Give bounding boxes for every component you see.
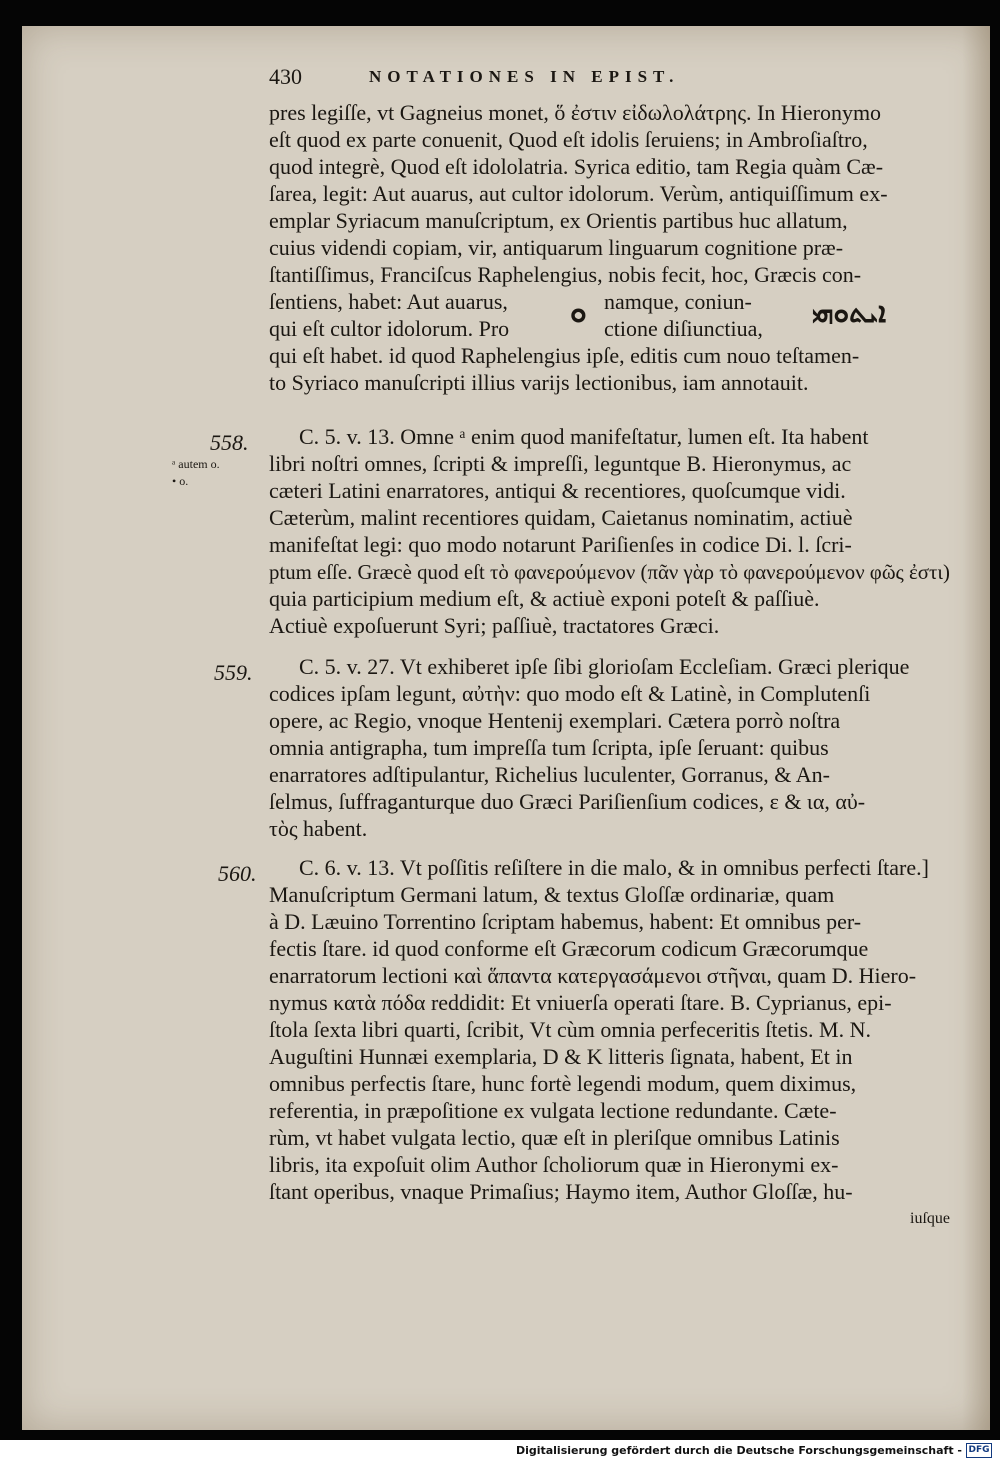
text-line: Auguſtini Hunnæi exemplaria, D & K litteris ſignata, habent, Et in (269, 1044, 853, 1069)
footer-bar (0, 1440, 1000, 1462)
text-line: rùm, vt habet vulgata lectio, quæ eſt in pleriſque omnibus Latinis (269, 1125, 840, 1150)
text-line: ſelmus, ſuffraganturque duo Græci Pariſienſium codices, ε & ια, αὐ- (269, 789, 866, 814)
dfg-logo: DFG (966, 1443, 992, 1458)
note-number: 558. (210, 430, 249, 455)
note-number: 559. (214, 660, 253, 685)
text-line: quod integrè, Quod eſt idololatria. Syrica editio, tam Regia quàm Cæ- (269, 154, 884, 179)
text-line: ſarea, legit: Aut auarus, aut cultor idolorum. Verùm, antiquiſſimum ex- (269, 181, 888, 206)
margin-note: • o. (172, 474, 189, 488)
text-line: to Syriaco manuſcripti illius varijs lectionibus, iam annotauit. (269, 370, 809, 395)
text-line: enarratorum lectioni καὶ ἅπαντα κατεργασάμενοι στῆναι, quam D. Hiero- (269, 963, 917, 988)
text-line: qui eſt habet. id quod Raphelengius ipſe, editis cum nouo teſtamen- (269, 343, 860, 368)
text-line: omnia antigrapha, tum impreſſa tum ſcripta, ipſe ſeruant: quibus (269, 735, 829, 760)
catchword: iuſque (910, 1210, 950, 1227)
text-line: enarratores adſtipulantur, Richelius luculenter, Gorranus, & An- (269, 762, 830, 787)
margin-note: ᵃ autem o. (172, 457, 220, 471)
text-line: Cæterùm, malint recentiores quidam, Caietanus nominatim, actiuè (269, 505, 853, 530)
funding-credit: Digitalisierung gefördert durch die Deutsche Forschungsgemeinschaft - (515, 1444, 962, 1457)
text-line: libris, ita expoſuit olim Author ſcholiorum quæ in Hieronymi ex- (269, 1152, 839, 1177)
text-line: C. 6. v. 13. Vt poſſitis reſiſtere in die malo, & in omnibus perfecti ſtare.] (299, 855, 929, 880)
text-line: à D. Læuino Torrentino ſcriptam habemus, habent: Et omnibus per- (269, 909, 862, 934)
text-line: emplar Syriacum manuſcriptum, ex Orientis partibus huc allatum, (269, 208, 848, 233)
text-line: nymus κατὰ πόδα reddidit: Et vniuerſa operati ſtare. B. Cyprianus, epi- (269, 990, 892, 1015)
text-line: cuius videndi copiam, vir, antiquarum linguarum cognitione præ- (269, 235, 844, 260)
text-line: cæteri Latini enarratores, antiqui & recentiores, quoſcumque vidi. (269, 478, 846, 503)
text-line: quia participium medium eſt, & actiuè exponi poteſt & paſſiuè. (269, 586, 820, 611)
text-line: codices ipſam legunt, αὐτὴν: quo modo eſt & Latinè, in Complutenſi (269, 681, 871, 706)
page-number: 430 (269, 64, 302, 89)
text-line: Actiuè expoſuerunt Syri; paſſiuè, tractatores Græci. (269, 613, 720, 638)
text-line: C. 5. v. 13. Omne ᵃ enim quod manifeſtatur, lumen eſt. Ita habent (299, 424, 869, 449)
text-line: ptum eſſe. Græcè quod eſt τὸ φανερούμενον (πᾶν γὰρ τὸ φανερούμενον φῶς ἐστι) (269, 560, 950, 584)
text-line: Manuſcriptum Germani latum, & textus Gloſſæ ordinariæ, quam (269, 882, 835, 907)
text-line: ſtola ſexta libri quarti, ſcribit, Vt cùm omnia perfeceritis ſtetis. M. N. (269, 1017, 872, 1042)
text-line: C. 5. v. 27. Vt exhiberet ipſe ſibi glorioſam Eccleſiam. Græci plerique (299, 654, 910, 679)
syriac-letter: ܘ (570, 296, 587, 329)
text-line: manifeſtat legi: quo modo notarunt Pariſienſes in codice Di. l. ſcri- (269, 532, 852, 557)
text-line: pres legiſſe, vt Gagneius monet, ὅ ἐστιν εἰδωλολάτρης. In Hieronymo (269, 100, 882, 125)
text-line: referentia, in præpoſitione ex vulgata lectione redundante. Cæte- (269, 1098, 837, 1123)
text-line: ſtantiſſimus, Franciſcus Raphelengius, nobis fecit, hoc, Græcis con- (269, 262, 862, 287)
text-line: τὸς habent. (269, 816, 368, 841)
syriac-gloss-line: ctione diſiunctiua, (604, 316, 763, 341)
text-line: fectis ſtare. id quod conforme eſt Græcorum codicum Græcorumque (269, 936, 869, 961)
text-line: eſt quod ex parte conuenit, Quod eſt idolis ſeruiens; in Ambroſiaſtro, (269, 127, 868, 152)
text-line: omnibus perfectis ſtare, hunc fortè legendi modum, quem diximus, (269, 1071, 857, 1096)
book-page (22, 26, 990, 1430)
page-header (269, 64, 829, 94)
running-title: NOTATIONES IN EPIST. (369, 67, 680, 86)
text-line: opere, ac Regio, vnoque Hentenij exemplari. Cætera porrò noſtra (269, 708, 841, 733)
note-number: 560. (218, 861, 257, 886)
syriac-word: ܐܝܬܘܗܝ (812, 298, 886, 329)
text-line: ſentiens, habet: Aut auarus, (269, 289, 508, 314)
text-line: qui eſt cultor idolorum. Pro (269, 316, 510, 341)
text-line: libri noſtri omnes, ſcripti & impreſſi, leguntque B. Hieronymus, ac (269, 451, 852, 476)
text-line: ſtant operibus, vnaque Primaſius; Haymo item, Author Gloſſæ, hu- (269, 1179, 853, 1204)
syriac-gloss-line: namque, coniun- (604, 289, 752, 314)
